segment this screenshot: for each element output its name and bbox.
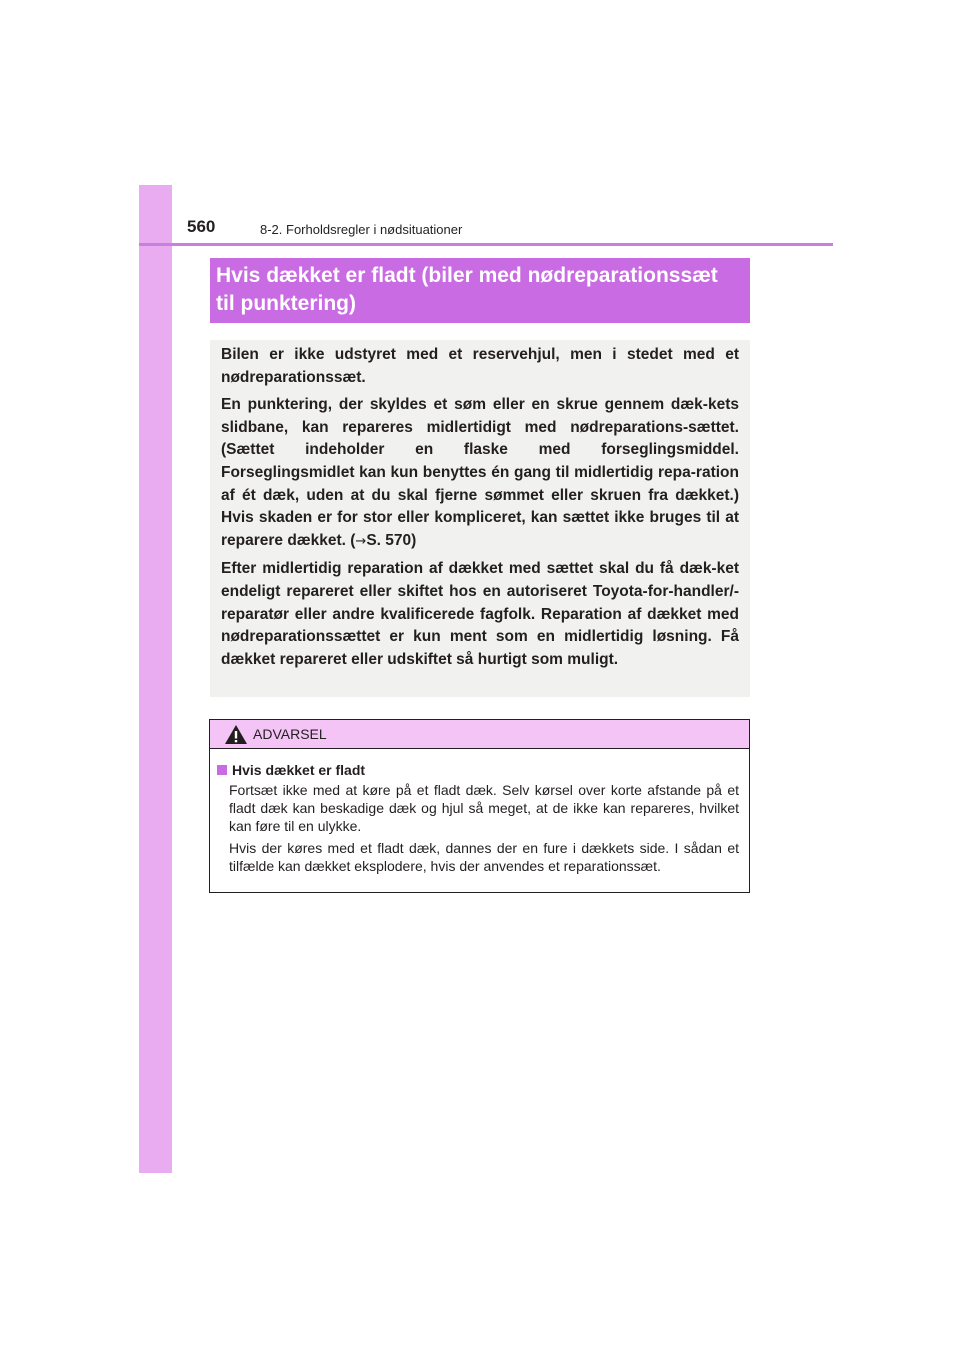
intro-box bbox=[210, 340, 750, 697]
arrow-icon: → bbox=[355, 533, 367, 549]
warning-triangle-icon bbox=[224, 724, 248, 745]
warning-label: ADVARSEL bbox=[253, 726, 327, 742]
warning-subheading-text: Hvis dækket er fladt bbox=[232, 762, 366, 778]
square-bullet-icon bbox=[217, 765, 227, 775]
page-title-line-2: til punktering) bbox=[216, 292, 356, 315]
page-title-box bbox=[210, 258, 750, 323]
page-reference-link[interactable]: S. 570) bbox=[366, 531, 417, 549]
warning-header bbox=[210, 720, 749, 749]
warning-box bbox=[209, 719, 750, 893]
warning-paragraph-1: Fortsæt ikke med at køre på et fladt dæk. Selv kørsel over korte afstande på et fladt dæk kan beskadige dæk og hjul så meget, at de ikke kan repareres, hvilket kan føre til en ulykke. bbox=[229, 782, 739, 834]
page-title-line-1: Hvis dækket er fladt (biler med nødreparationssæt bbox=[216, 264, 718, 287]
warning-paragraph-2: Hvis der køres med et fladt dæk, dannes der en fure i dækkets side. I sådan et tilfælde kan dækket eksplodere, hvis der anvendes et reparationssæt. bbox=[229, 840, 739, 874]
chapter-side-tab bbox=[139, 185, 172, 1173]
intro-paragraph-2-text: En punktering, der skyldes et søm eller en skrue gennem dæk-kets slidbane, kan repareres midlertidigt med nødreparations-sættet. (Sættet indeholder en flaske med forseglingsmiddel. Forseglingsmidlet kan kun benyttes én gang til midlertidig repa-ration af ét dæk, uden at du skal fjerne sømmet eller skruen fra dækket.) Hvis skaden er for stor eller kompliceret, kan sættet ikke bruges til at reparere dækket. ( bbox=[221, 396, 739, 549]
warning-body bbox=[210, 749, 749, 875]
warning-subheading bbox=[217, 761, 739, 779]
section-heading: 8-2. Forholdsregler i nødsituationer bbox=[260, 222, 463, 237]
page-number: 560 bbox=[187, 217, 216, 236]
intro-paragraph-2 bbox=[221, 394, 739, 553]
intro-paragraph-3: Efter midlertidig reparation af dækket med sættet skal du få dæk-ket endeligt repareret eller skiftet hos en autoriseret Toyota-for-handler/-reparatør eller andre kvalificerede fagfolk. Reparation af dækket med nødreparationssættet er kun ment som en midlertidig løsning. Få dækket repareret eller udskiftet så hurtigt som muligt. bbox=[221, 560, 739, 668]
header-divider bbox=[139, 243, 833, 246]
intro-paragraph-1: Bilen er ikke udstyret med et reservehjul, men i stedet med et nødreparationssæt. bbox=[221, 346, 739, 386]
